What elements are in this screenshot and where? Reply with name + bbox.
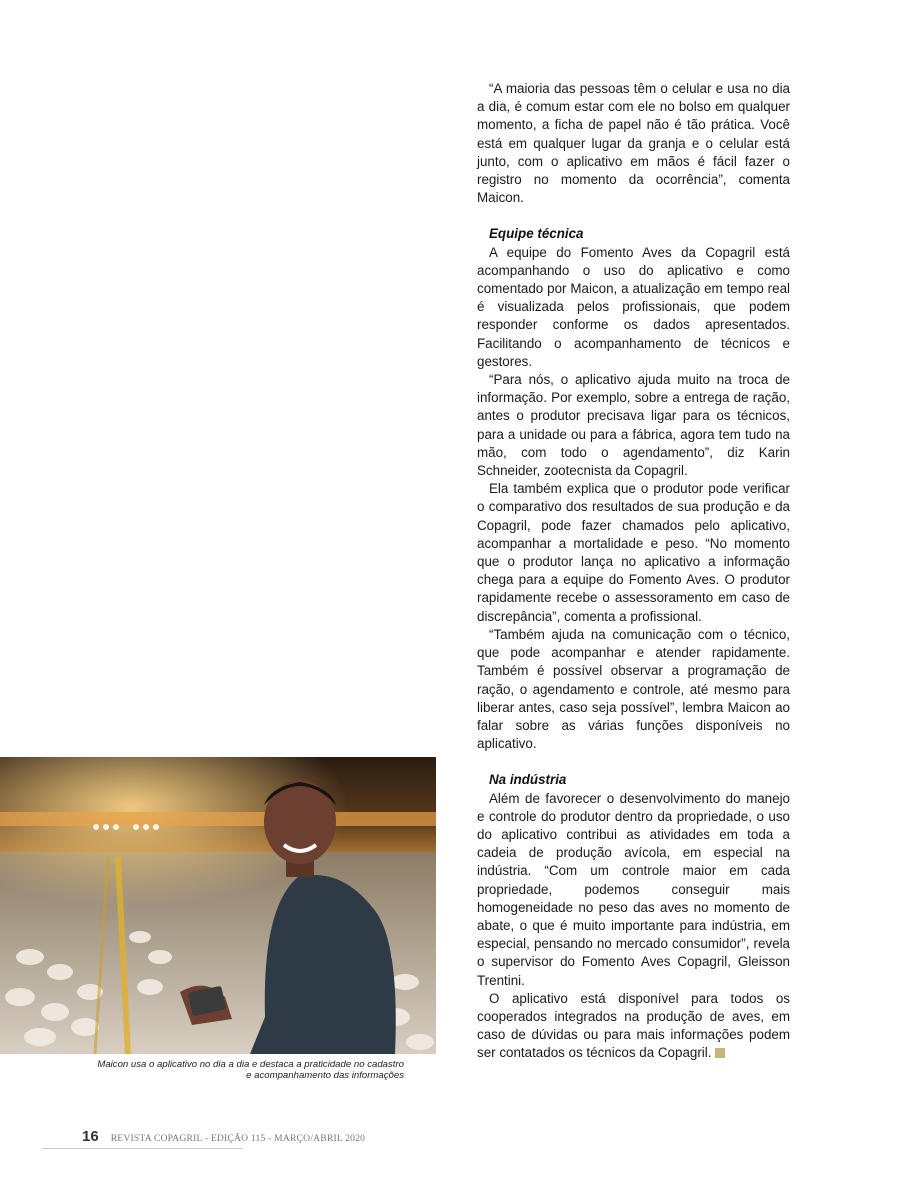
caption-line: Maicon usa o aplicativo no dia a dia e destaca a praticidade no cadastro bbox=[97, 1059, 404, 1070]
caption-line: e acompanhamento das informações bbox=[246, 1070, 404, 1082]
section-heading-na-industria: Na indústria bbox=[489, 772, 567, 788]
magazine-issue: REVISTA COPAGRIL - EDIÇÃO 115 - MARÇO/ABRIL 2020 bbox=[110, 1133, 366, 1144]
article-paragraph: Além de favorecer o desenvolvimento do manejo e controle do produtor dentro da propriedade, o uso do aplicativo contribui as atividades em toda a cadeia de produção avícola, em especial na indústria. “Com um controle maior em cada propriedade, podemos conseguir mais homogeneidade no peso das aves no momento de abate, o que é muito importante para indústria, em especial, pensando no mercado consumidor”, revela o supervisor do Fomento Aves Copagril, Gleisson Trentini. bbox=[477, 790, 790, 988]
final-paragraph-text: O aplicativo está disponível para todos os cooperados integrados na produção de aves, em caso de dúvidas ou para mais informações podem ser contatados os técnicos da Copagril. bbox=[477, 990, 790, 1061]
article-column bbox=[477, 80, 790, 1063]
article-paragraph: Ela também explica que o produtor pode verificar o comparativo dos resultados de sua produção e da Copagril, pode fazer chamados pelo aplicativo, acompanhar a mortalidade e peso. “No momento que o produtor lança no aplicativo a informação chega para a equipe do Fomento Aves. O produtor rapidamente recebe o assessoramento em caso de discrepância”, comenta a profissional. bbox=[477, 481, 790, 624]
end-of-article-mark bbox=[715, 1048, 725, 1058]
photo-farmer-in-poultry-barn bbox=[0, 757, 436, 1054]
article-paragraph: “Também ajuda na comunicação com o técnico, que pode acompanhar e atender rapidamente. Também é possível observar a programação de ração, o agendamento e controle, até mesmo para liberar antes, caso seja possível”, lembra Maicon ao falar sobre as várias funções disponíveis no aplicativo. bbox=[477, 626, 790, 752]
section-heading-equipe-tecnica: Equipe técnica bbox=[489, 226, 584, 242]
article-paragraph: “A maioria das pessoas têm o celular e usa no dia a dia, é comum estar com ele no bolso em qualquer momento, a ficha de papel não é tão prática. Você está em qualquer lugar da granja e o celular está junto, com o aplicativo em mãos é fácil fazer o registro no momento da ocorrência”, comenta Maicon. bbox=[477, 81, 790, 206]
page-footer bbox=[82, 1128, 365, 1146]
footer-divider bbox=[42, 1148, 242, 1149]
article-paragraph: “Para nós, o aplicativo ajuda muito na troca de informação. Por exemplo, sobre a entrega de ração, antes o produtor precisava ligar para os técnicos, para a unidade ou para a fábrica, agora tem tudo na mão, com todo o agendamento”, diz Karin Schneider, zootecnista da Copagril. bbox=[477, 372, 790, 479]
photo-caption bbox=[0, 1059, 404, 1082]
article-paragraph: A equipe do Fomento Aves da Copagril está acompanhando o uso do aplicativo e como comentado por Maicon, a atualização em tempo real é visualizada pelos profissionais, que podem responder conforme os dados apresentados. Facilitando o acompanhamento de técnicos e gestores. bbox=[477, 244, 790, 369]
barn-illustration bbox=[0, 757, 436, 1054]
article-paragraph-final bbox=[477, 990, 790, 1063]
page-number: 16 bbox=[82, 1128, 99, 1145]
